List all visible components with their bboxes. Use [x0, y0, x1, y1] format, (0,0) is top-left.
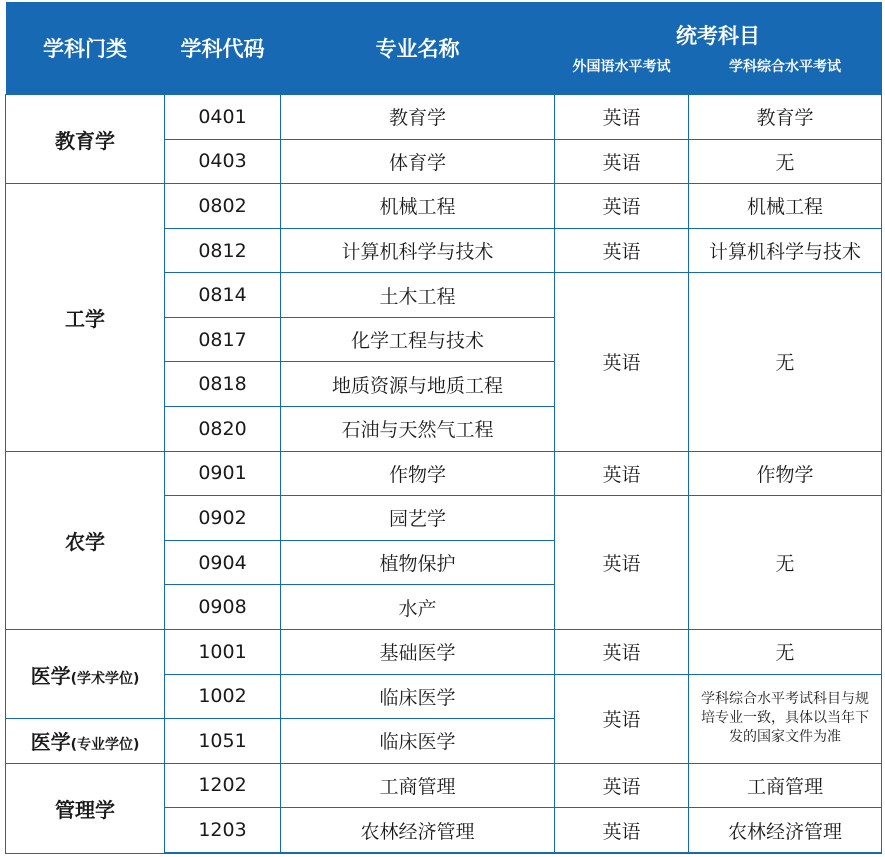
table-header: [6, 2, 882, 95]
foreign-exam-cell: 英语: [555, 808, 689, 853]
code-cell: 1203: [165, 808, 281, 853]
major-cell: 农林经济管理: [281, 808, 555, 853]
code-cell: 0904: [165, 540, 281, 585]
code-cell: 0820: [165, 407, 281, 452]
foreign-exam-cell: 英语: [555, 629, 689, 674]
major-cell: 石油与天然气工程: [281, 407, 555, 452]
foreign-exam-cell: 英语: [555, 184, 689, 229]
category-cell: 教育学: [6, 95, 165, 184]
code-cell: 1002: [165, 674, 281, 719]
code-cell: 0908: [165, 585, 281, 630]
table-row: [6, 763, 882, 808]
comprehensive-exam-cell: 计算机科学与技术: [689, 228, 882, 273]
foreign-exam-cell: 英语: [555, 95, 689, 140]
major-cell: 园艺学: [281, 496, 555, 541]
category-label: 医学: [30, 730, 71, 755]
category-cell: 工学: [6, 184, 165, 451]
major-cell: 土木工程: [281, 273, 555, 318]
code-cell: 0901: [165, 451, 281, 496]
foreign-exam-cell: 英语: [555, 496, 689, 630]
table-row: [6, 451, 882, 496]
subject-table: [5, 2, 882, 854]
major-cell: 工商管理: [281, 763, 555, 808]
code-cell: 0902: [165, 496, 281, 541]
comprehensive-exam-note: 学科综合水平考试科目与规培专业一致，具体以当年下发的国家文件为准: [689, 674, 882, 763]
comprehensive-exam-cell: 作物学: [689, 451, 882, 496]
code-cell: 1001: [165, 629, 281, 674]
code-cell: 0403: [165, 139, 281, 184]
code-cell: 0802: [165, 184, 281, 229]
comprehensive-exam-cell: 工商管理: [689, 763, 882, 808]
major-cell: 地质资源与地质工程: [281, 362, 555, 407]
category-label: 医学: [30, 663, 71, 688]
category-cell-medicine-academic: [6, 629, 165, 718]
code-cell: 0814: [165, 273, 281, 318]
foreign-exam-cell: 英语: [555, 139, 689, 184]
code-cell: 1051: [165, 719, 281, 764]
code-cell: 1202: [165, 763, 281, 808]
major-cell: 基础医学: [281, 629, 555, 674]
comprehensive-exam-cell: 无: [689, 139, 882, 184]
header-code: 学科代码: [165, 2, 281, 95]
code-cell: 0817: [165, 317, 281, 362]
comprehensive-exam-cell: 无: [689, 496, 882, 630]
major-cell: 教育学: [281, 95, 555, 140]
category-cell: 管理学: [6, 763, 165, 853]
major-cell: 作物学: [281, 451, 555, 496]
comprehensive-exam-cell: 教育学: [689, 95, 882, 140]
category-sublabel: (专业学位): [70, 737, 140, 754]
category-cell-medicine-professional: [6, 719, 165, 764]
foreign-exam-cell: 英语: [555, 228, 689, 273]
table-row: [6, 629, 882, 674]
major-cell: 体育学: [281, 139, 555, 184]
code-cell: 0818: [165, 362, 281, 407]
table-row: [6, 184, 882, 229]
header-comprehensive: 学科综合水平考试: [689, 54, 882, 95]
major-cell: 化学工程与技术: [281, 317, 555, 362]
comprehensive-exam-cell: 无: [689, 629, 882, 674]
major-cell: 机械工程: [281, 184, 555, 229]
header-major: 专业名称: [281, 2, 555, 95]
header-foreign: 外国语水平考试: [555, 54, 689, 95]
foreign-exam-cell: 英语: [555, 451, 689, 496]
major-cell: 计算机科学与技术: [281, 228, 555, 273]
header-category: 学科门类: [6, 2, 165, 95]
major-cell: 植物保护: [281, 540, 555, 585]
comprehensive-exam-cell: 无: [689, 273, 882, 451]
code-cell: 0812: [165, 228, 281, 273]
major-cell: 临床医学: [281, 719, 555, 764]
major-cell: 临床医学: [281, 674, 555, 719]
comprehensive-exam-cell: 农林经济管理: [689, 808, 882, 853]
foreign-exam-cell: 英语: [555, 763, 689, 808]
category-sublabel: (学术学位): [70, 670, 140, 687]
table-row: [6, 95, 882, 140]
foreign-exam-cell: 英语: [555, 674, 689, 763]
code-cell: 0401: [165, 95, 281, 140]
foreign-exam-cell: 英语: [555, 273, 689, 451]
header-exam: 统考科目: [555, 2, 882, 54]
major-cell: 水产: [281, 585, 555, 630]
comprehensive-exam-cell: 机械工程: [689, 184, 882, 229]
category-cell: 农学: [6, 451, 165, 629]
